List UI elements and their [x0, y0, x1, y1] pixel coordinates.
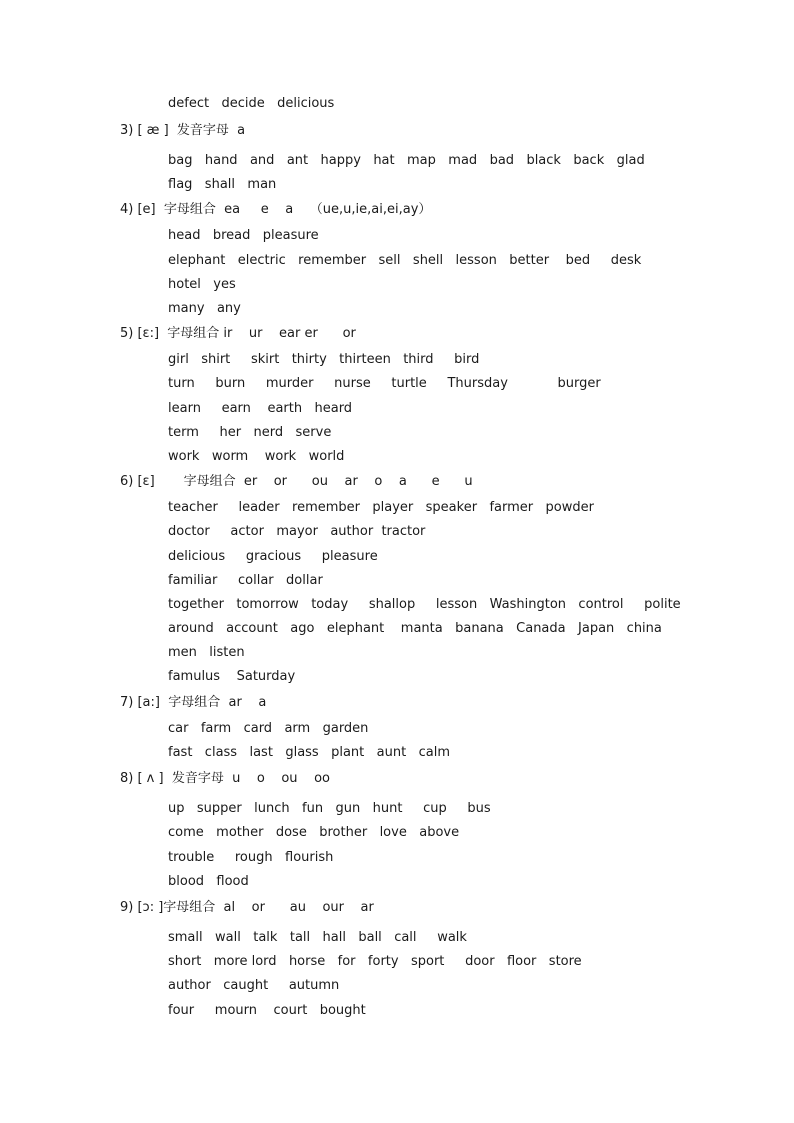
- word-line: many any: [168, 301, 241, 316]
- word-line: head bread pleasure: [168, 228, 319, 243]
- word-line: familiar collar dollar: [168, 573, 323, 588]
- section-heading: 9) [ɔ: ]字母组合 al or au our ar: [120, 900, 374, 915]
- word-line: short more lord horse for forty sport door floor store: [168, 954, 582, 969]
- section-heading: 8) [ ʌ ] 发音字母 u o ou oo: [120, 771, 330, 786]
- word-line: author caught autumn: [168, 978, 340, 993]
- word-line: blood flood: [168, 874, 249, 889]
- word-line: hotel yes: [168, 277, 236, 292]
- word-line: turn burn murder nurse turtle Thursday burger: [168, 376, 601, 391]
- section-heading: 6) [ɛ] 字母组合 er or ou ar o a e u: [120, 474, 473, 489]
- word-line: flag shall man: [168, 177, 277, 192]
- word-line: small wall talk tall hall ball call walk: [168, 930, 467, 945]
- word-line: defect decide delicious: [168, 96, 335, 111]
- word-line: doctor actor mayor author tractor: [168, 524, 426, 539]
- word-line: around account ago elephant manta banana Canada Japan china: [168, 621, 662, 636]
- word-line: car farm card arm garden: [168, 721, 369, 736]
- section-heading: 3) [ æ ] 发音字母 a: [120, 123, 246, 138]
- word-line: men listen: [168, 645, 245, 660]
- word-line: trouble rough flourish: [168, 850, 334, 865]
- section-heading: 4) [e] 字母组合 ea e a （ue,u,ie,ai,ei,ay）: [120, 202, 432, 217]
- word-line: famulus Saturday: [168, 669, 296, 684]
- word-line: up supper lunch fun gun hunt cup bus: [168, 801, 491, 816]
- section-heading: 5) [ɛ:] 字母组合 ir ur ear er or: [120, 326, 356, 341]
- word-line: together tomorrow today shallop lesson Washington control polite: [168, 597, 681, 612]
- word-line: teacher leader remember player speaker farmer powder: [168, 500, 594, 515]
- section-heading: 7) [a:] 字母组合 ar a: [120, 695, 267, 710]
- word-line: learn earn earth heard: [168, 401, 353, 416]
- word-line: four mourn court bought: [168, 1003, 366, 1018]
- word-line: work worm work world: [168, 449, 345, 464]
- word-line: delicious gracious pleasure: [168, 549, 378, 564]
- word-line: term her nerd serve: [168, 425, 332, 440]
- word-line: come mother dose brother love above: [168, 825, 460, 840]
- word-line: girl shirt skirt thirty thirteen third bird: [168, 352, 480, 367]
- word-line: bag hand and ant happy hat map mad bad black back glad: [168, 153, 645, 168]
- word-line: elephant electric remember sell shell lesson better bed desk: [168, 253, 642, 268]
- word-line: fast class last glass plant aunt calm: [168, 745, 450, 760]
